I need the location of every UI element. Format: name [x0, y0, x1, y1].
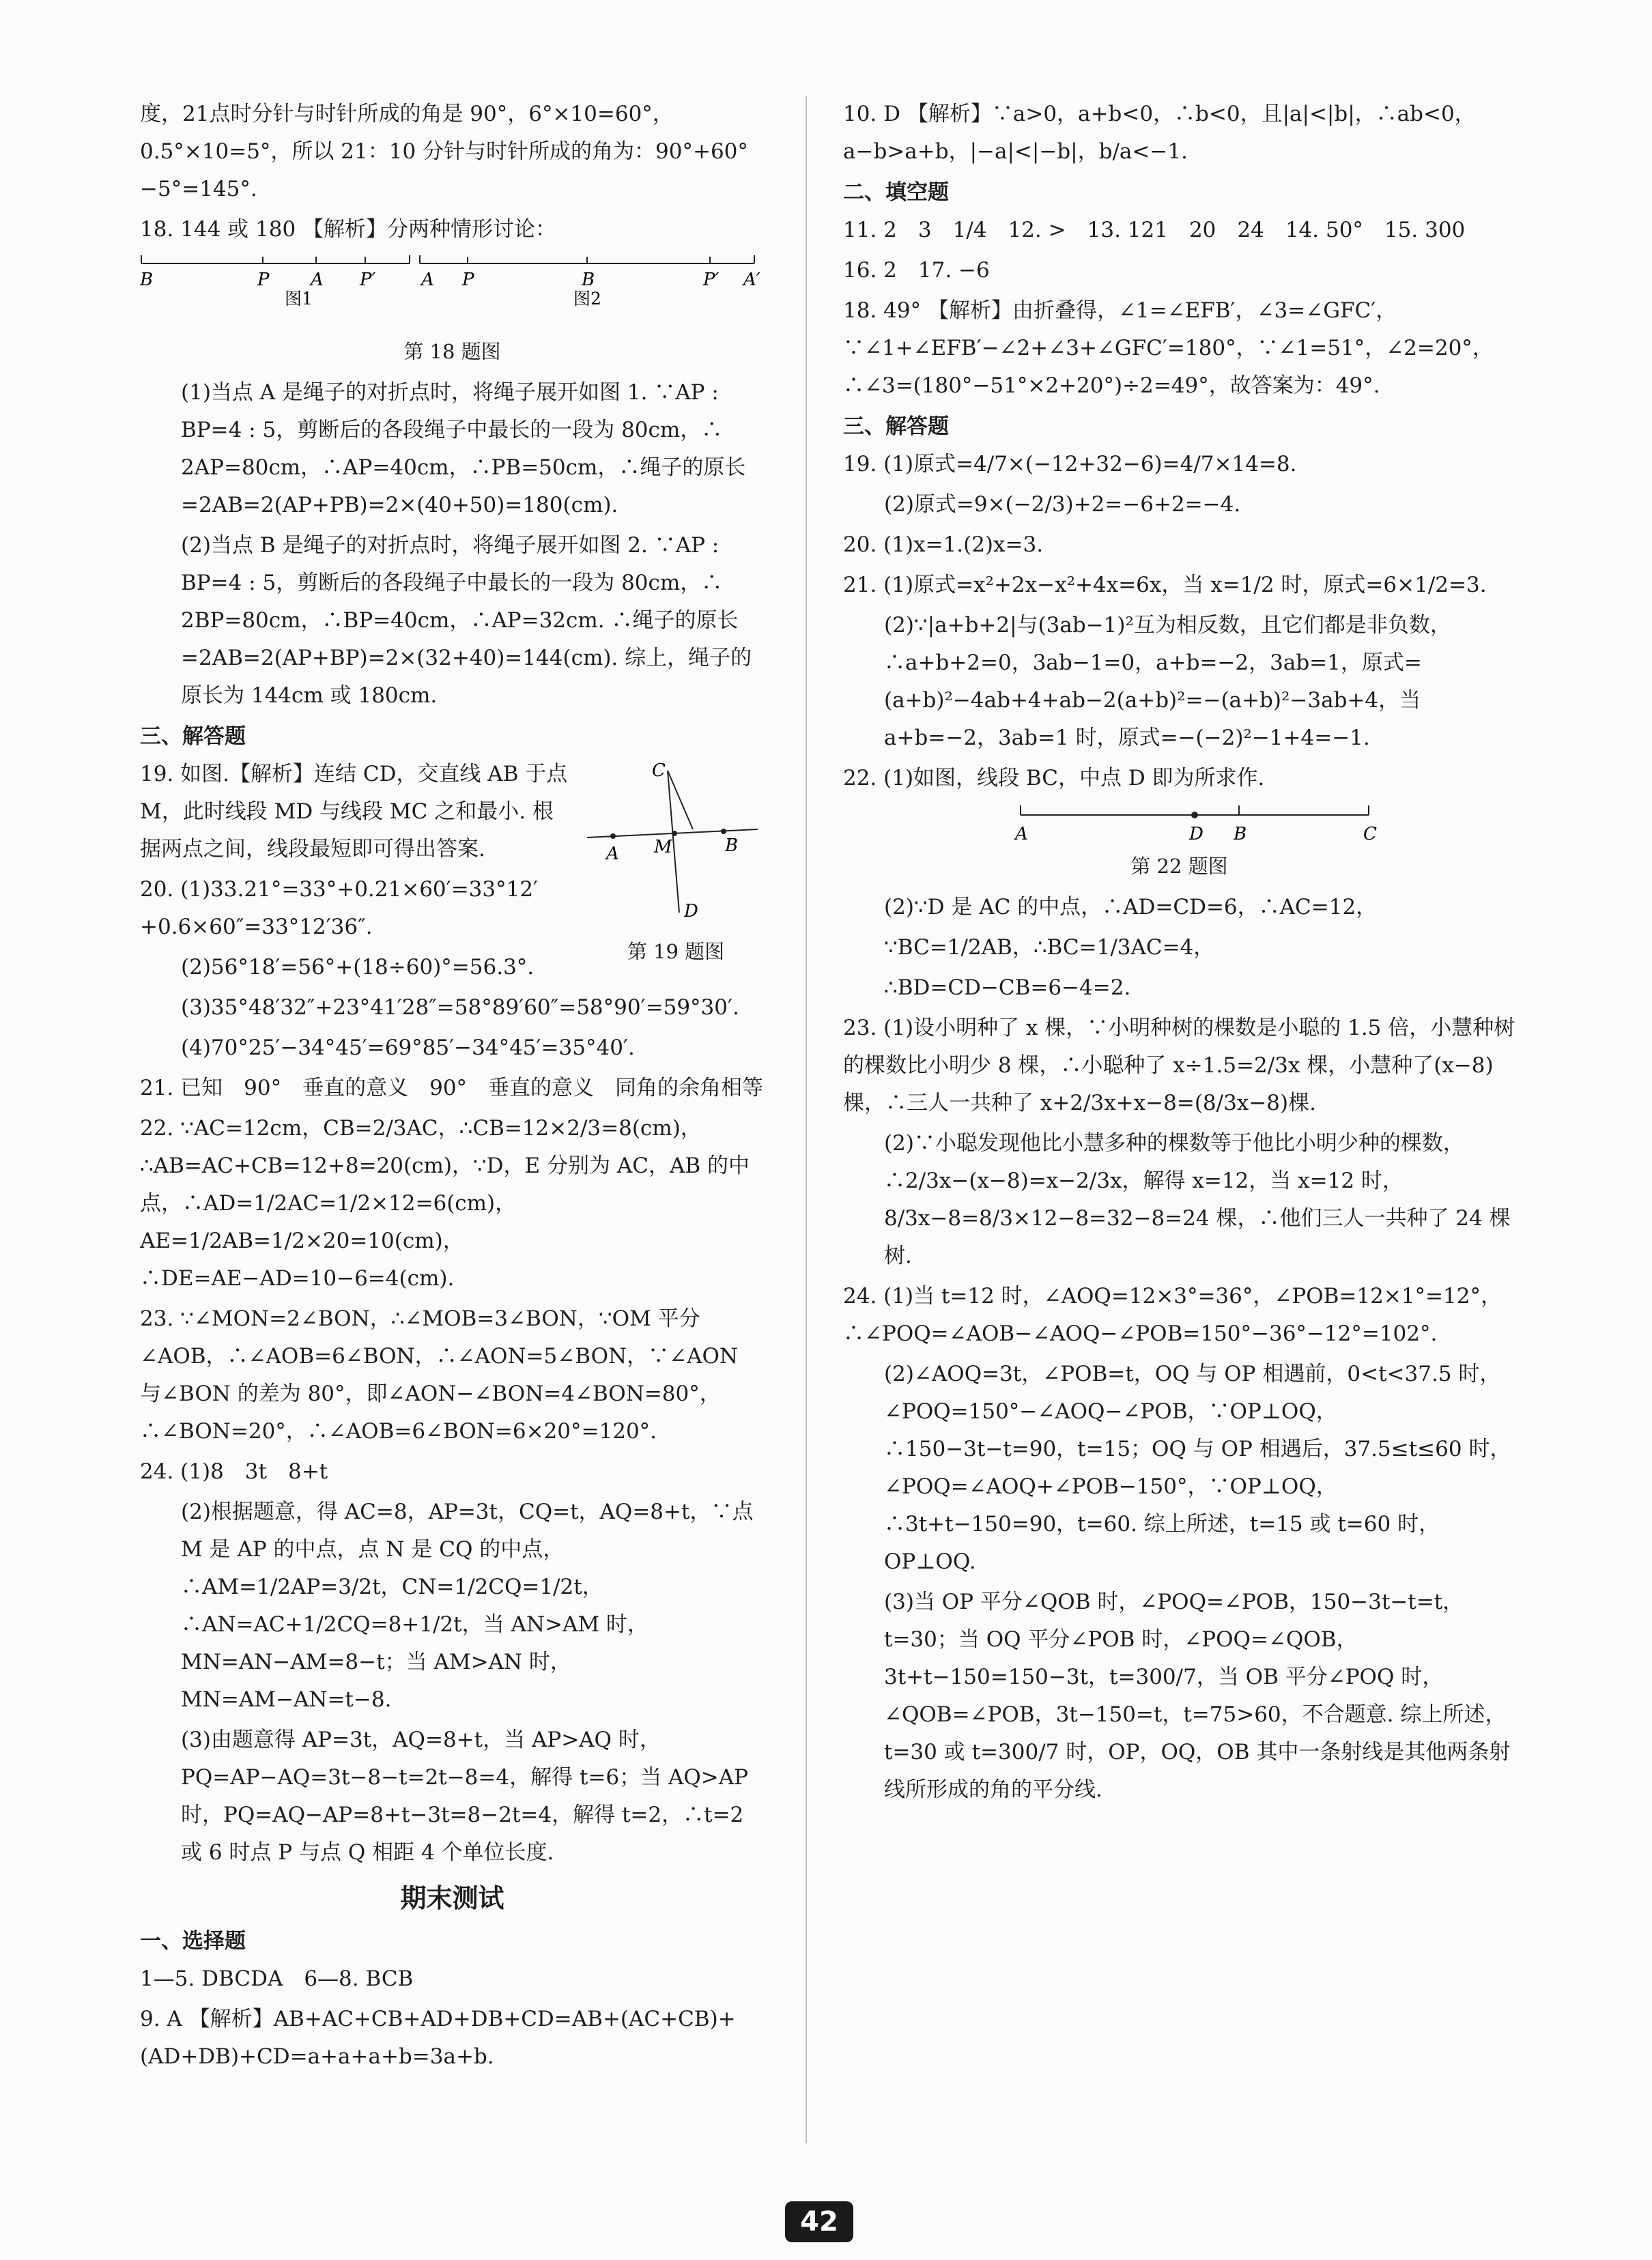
fig19-label: B [725, 835, 739, 856]
fig18-caption: 第 18 题图 [403, 340, 501, 363]
q22-part3: ∵BC=1/2AB，∴BC=1/3AC=4， [884, 935, 1215, 960]
fig22-label: A [1015, 824, 1028, 844]
q19-part2: (2)原式=9×(−2/3)+2=−6+2=−4. [884, 492, 1241, 517]
q18-part2: (2)当点 B 是绳子的对折点时，将绳子展开如图 2. ∵AP : BP=4 : 5，剪断后的各段绳子中最长的一段为 80cm，∴ 2BP=80cm，∴BP=40cm，∴AP=32cm. ∴绳子的原长=2AB=2(AP+BP)=2×(32+40)=144(cm). 综上，绳子的原长为 144cm 或 180cm. [181, 533, 752, 708]
section-heading: 二、填空题 [843, 180, 949, 205]
page-number: 42 [785, 2201, 853, 2242]
fig19-label: D [684, 901, 698, 921]
q9: 9. A 【解析】AB+AC+CB+AD+DB+CD=AB+(AC+CB)+(AD+DB)+CD=a+a+a+b=3a+b. [140, 2007, 736, 2069]
q24-part1: 24. (1)当 t=12 时，∠AOQ=12×3°=36°，∠POB=12×1°=12°，∴∠POQ=∠AOB−∠AOQ−∠POB=150°−36°−12°=102°. [843, 1284, 1502, 1346]
q22-part4: ∴BD=CD−CB=6−4=2. [884, 975, 1131, 1000]
figure-19 [587, 756, 765, 963]
fig22-caption: 第 22 题图 [1130, 855, 1228, 878]
q22-part1: 22. (1)如图，线段 BC，中点 D 即为所求作. [843, 766, 1265, 790]
section-heading: 一、选择题 [140, 1929, 246, 1954]
q19: 19. 如图.【解析】连结 CD，交直线 AB 于点 M，此时线段 MD 与线段 MC 之和最小. 根据两点之间，线段最短即可得出答案. [140, 762, 568, 861]
q20-part4: (4)70°25′−34°45′=69°85′−34°45′=35°40′. [181, 1035, 635, 1060]
fig19-label: C [652, 760, 666, 781]
q22-part2: (2)∵D 是 AC 的中点，∴AD=CD=6，∴AC=12， [884, 895, 1378, 919]
q10: 10. D 【解析】∵a>0，a+b<0，∴b<0，且|a|<|b|，∴ab<0，a−b>a+b，|−a|<|−b|，b/a<−1. [843, 102, 1476, 164]
section-heading: 三、解答题 [843, 414, 949, 439]
fig22-midpoint-d [1191, 812, 1198, 818]
q20-part2: (2)56°18′=56°+(18÷60)°=56.3°. [181, 955, 535, 979]
q24-part3: (3)由题意得 AP=3t，AQ=8+t，当 AP>AQ 时，PQ=AP−AQ=3t−8−t=2t−8=4，解得 t=6；当 AQ>AP 时，PQ=AQ−AP=8+t−3t=8−2t=4，解得 t=2，∴t=2 或 6 时点 P 与点 Q 相距 4 个单位长度. [181, 1728, 748, 1865]
column-divider [806, 96, 807, 2143]
q22: 22. ∵AC=12cm，CB=2/3AC，∴CB=12×2/3=8(cm)，∴AB=AC+CB=12+8=20(cm)，∵D，E 分别为 AC，AB 的中点，∴AD=1/2AC=1/2×12=6(cm)，AE=1/2AB=1/2×20=10(cm)，∴DE=AE−AD=10−6=4(cm). [140, 1116, 750, 1291]
figure-22 [843, 800, 1515, 848]
fig18-label: 图2 [573, 289, 601, 309]
fig18-label: A [311, 270, 324, 290]
q21: 21. 已知 90° 垂直的意义 90° 垂直的意义 同角的余角相等 [140, 1076, 764, 1100]
q23: 23. ∵∠MON=2∠BON，∴∠MOB=3∠BON，∵OM 平分∠AOB，∴∠AOB=6∠BON，∴∠AON=5∠BON，∵∠AON 与∠BON 的差为 80°，即∠AON−∠BON=4∠BON=80°，∴∠BON=20°，∴∠AOB=6∠BON=6×20°=120°. [140, 1306, 739, 1444]
right-column [843, 96, 1515, 1812]
fig22-label: C [1363, 824, 1377, 844]
fig18-label: P [462, 270, 474, 290]
q21-part1: 21. (1)原式=x²+2x−x²+4x=6x，当 x=1/2 时，原式=6×1/2=3. [843, 573, 1487, 597]
q18: 18. 49° 【解析】由折叠得，∠1=∠EFB′，∠3=∠GFC′，∵∠1+∠EFB′−∠2+∠3+∠GFC′=180°，∵∠1=51°，∠2=20°，∴∠3=(180°−51°×2+20°)÷2=49°，故答案为：49°. [843, 298, 1494, 398]
figure-19-svg [587, 756, 765, 933]
q20: 20. (1)x=1.(2)x=3. [843, 532, 1044, 557]
fig19-label: M [654, 837, 672, 857]
figure-22-svg [843, 800, 1515, 848]
fig18-label: A′ [743, 270, 760, 290]
fill-answers-16-17: 16. 2 17. −6 [843, 258, 990, 283]
fig18-label: P′ [703, 270, 720, 290]
fill-answers-11-15: 11. 2 3 1/4 12. > 13. 121 20 24 14. 50° 15. 300 [843, 218, 1466, 242]
q20-part1: 20. (1)33.21°=33°+0.21×60′=33°12′+0.6×60″=33°12′36″. [140, 877, 539, 939]
left-continuation: 度，21点时分针与时针所成的角是 90°，6°×10=60°，0.5°×10=5°，所以 21：10 分针与时针所成的角为：90°+60°−5°=145°. [140, 102, 748, 201]
q19-part1: 19. (1)原式=4/7×(−12+32−6)=4/7×14=8. [843, 452, 1297, 476]
multiple-choice-answers: 1—5. DBCDA 6—8. BCB [140, 1966, 414, 1991]
q18-heading: 18. 144 或 180 【解析】分两种情形讨论： [140, 217, 557, 242]
left-column [140, 96, 765, 2078]
fig22-label: B [1234, 824, 1247, 844]
fig18-label: 图1 [285, 289, 313, 309]
figure-18 [140, 251, 765, 333]
q24-part2: (2)∠AOQ=3t，∠POB=t，OQ 与 OP 相遇前，0<t<37.5 时，∠POQ=150°−∠AOQ−∠POB，∵OP⊥OQ，∴150−3t−t=90，t=15；OQ 与 OP 相遇后，37.5≤t≤60 时，∠POQ=∠AOQ+∠POB−150°，∵OP⊥OQ，∴3t+t−150=90，t=60. 综上所述，t=15 或 t=60 时，OP⊥OQ. [884, 1362, 1511, 1574]
q24-part3: (3)当 OP 平分∠QOB 时，∠POQ=∠POB，150−3t−t=t，t=30；当 OQ 平分∠POB 时，∠POQ=∠QOB，3t+t−150=150−3t，t=300/7，当 OB 平分∠POQ 时，∠QOB=∠POB，3t−150=t，t=75>60，不合题意. 综上所述，t=30 或 t=300/7 时，OP，OQ，OB 其中一条射线是其他两条射线所形成的角的平分线. [884, 1590, 1511, 1802]
section-heading: 三、解答题 [140, 724, 246, 749]
q18-part1: (1)当点 A 是绳子的对折点时，将绳子展开如图 1. ∵AP : BP=4 : 5，剪断后的各段绳子中最长的一段为 80cm，∴ 2AP=80cm，∴AP=40cm，∴PB=50cm，∴绳子的原长=2AB=2(AP+PB)=2×(40+50)=180(cm). [181, 380, 746, 517]
q24-part1: 24. (1)8 3t 8+t [140, 1459, 328, 1484]
fig22-label: D [1189, 824, 1204, 844]
q19-block [140, 756, 765, 963]
fig18-label: B [140, 270, 154, 290]
q21-part2: (2)∵|a+b+2|与(3ab−1)²互为相反数，且它们都是非负数，∴a+b+2=0，3ab−1=0，a+b=−2，3ab=1，原式=(a+b)²−4ab+4+ab−2(a+b)²=−(a+b)²−3ab+4，当 a+b=−2，3ab=1 时，原式=−(−2)²−1+4=−1. [884, 613, 1451, 750]
q24-part2: (2)根据题意，得 AC=8，AP=3t，CQ=t，AQ=8+t，∵点 M 是 AP 的中点，点 N 是 CQ 的中点，∴AM=1/2AP=3/2t，CN=1/2CQ=1/2t，∴AN=AC+1/2CQ=8+1/2t，当 AN>AM 时，MN=AN−AM=8−t；当 AM>AN 时，MN=AM−AN=t−8. [181, 1500, 754, 1712]
fig18-label: A [421, 270, 434, 290]
fig18-label: P′ [360, 270, 376, 290]
figure-18-svg [140, 251, 765, 333]
final-test-title: 期末测试 [400, 1883, 504, 1913]
fig19-label: A [606, 844, 619, 864]
q23-part1: 23. (1)设小明种了 x 棵，∵小明种树的棵数是小聪的 1.5 倍，小慧种树的棵数比小明少 8 棵，∴小聪种了 x÷1.5=2/3x 棵，小慧种了(x−8)棵，∴三人一共种了 x+2/3x+x−8=(8/3x−8)棵. [843, 1016, 1515, 1115]
q23-part2: (2)∵小聪发现他比小慧多种的棵数等于他比小明少种的棵数，∴2/3x−(x−8)=x−2/3x，解得 x=12，当 x=12 时，8/3x−8=8/3×12−8=32−8=24 棵，∴他们三人一共种了 24 棵树. [884, 1131, 1511, 1268]
fig18-label: P [257, 270, 270, 290]
fig18-label: B [582, 270, 595, 290]
q20-part3: (3)35°48′32″+23°41′28″=58°89′60″=58°90′=59°30′. [181, 995, 739, 1020]
fig19-caption: 第 19 题图 [627, 940, 725, 963]
